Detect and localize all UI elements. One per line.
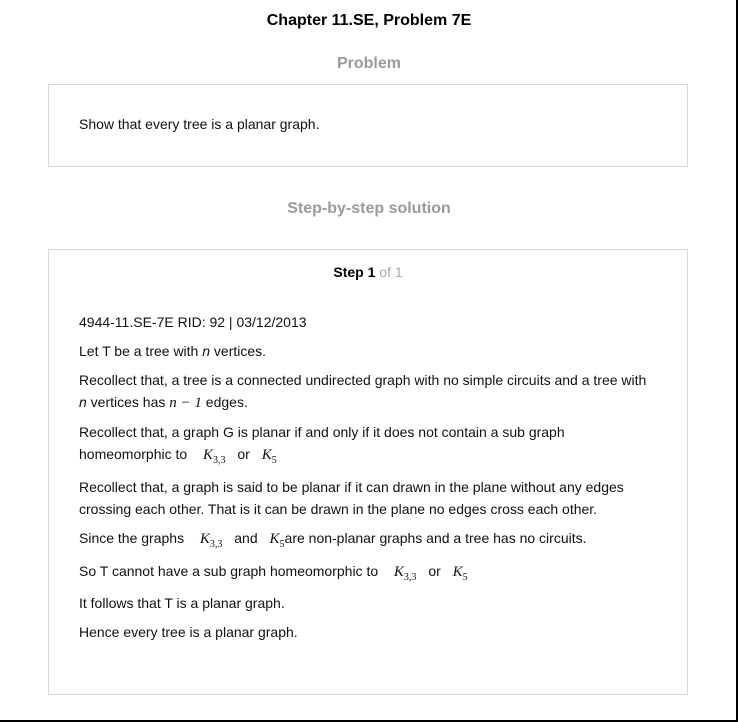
- solution-line-5: Since the graphs $K_{3,3}$ and $K_5are$ non-planar graphs and a tree has no circuits.: [79, 530, 587, 550]
- step-label: [49, 264, 687, 280]
- step-number: 1: [367, 264, 376, 280]
- math-n: n: [79, 394, 87, 410]
- problem-box: [48, 84, 688, 167]
- solution-line-3: Recollect that, a graph G is planar if and only if it does not contain a sub graph homeomorphic to $K_{3,3}$ or $K_5$: [79, 424, 565, 466]
- solution-line-1: Let T be a tree with n vertices.: [79, 343, 267, 359]
- math-k5: $K_5$: [261, 447, 277, 466]
- solution-line-7: It follows that T is a planar graph.: [79, 595, 285, 611]
- math-k33: $K_{3,3}$: [393, 564, 417, 583]
- math-n-minus-1: n − 1: [169, 395, 202, 411]
- rid-line: 4944-11.SE-7E RID: 92 | 03/12/2013: [79, 314, 307, 330]
- math-k33: $K_{3,3}$: [202, 447, 226, 466]
- math-n: n: [202, 343, 211, 359]
- problem-text: Show that every tree is a planar graph.: [79, 116, 320, 132]
- math-k5: $K_5$: [269, 531, 285, 550]
- solution-box: [48, 249, 688, 695]
- solution-line-4: Recollect that, a graph is said to be planar if it can drawn in the plane without any edges crossing each other. That is it can be drawn in the plane no edges cross each other.: [79, 479, 624, 517]
- page-title: Chapter 11.SE, Problem 7E: [266, 12, 472, 29]
- solution-line-2: Recollect that, a tree is a connected undirected graph with no simple circuits and a tree with n vertices has n − 1 edges.: [79, 372, 647, 411]
- solution-line-8: Hence every tree is a planar graph.: [79, 624, 298, 640]
- math-k33: $K_{3,3}$: [199, 531, 223, 550]
- solution-heading: Step-by-step solution: [287, 200, 451, 217]
- problem-heading: Problem: [336, 55, 401, 72]
- step-word: Step: [333, 264, 364, 280]
- step-total: of 1: [379, 264, 403, 280]
- solution-line-6: So T cannot have a sub graph homeomorphic to $K_{3,3}$ or $K_5$: [79, 563, 468, 583]
- math-k5: $K_5$: [452, 564, 468, 583]
